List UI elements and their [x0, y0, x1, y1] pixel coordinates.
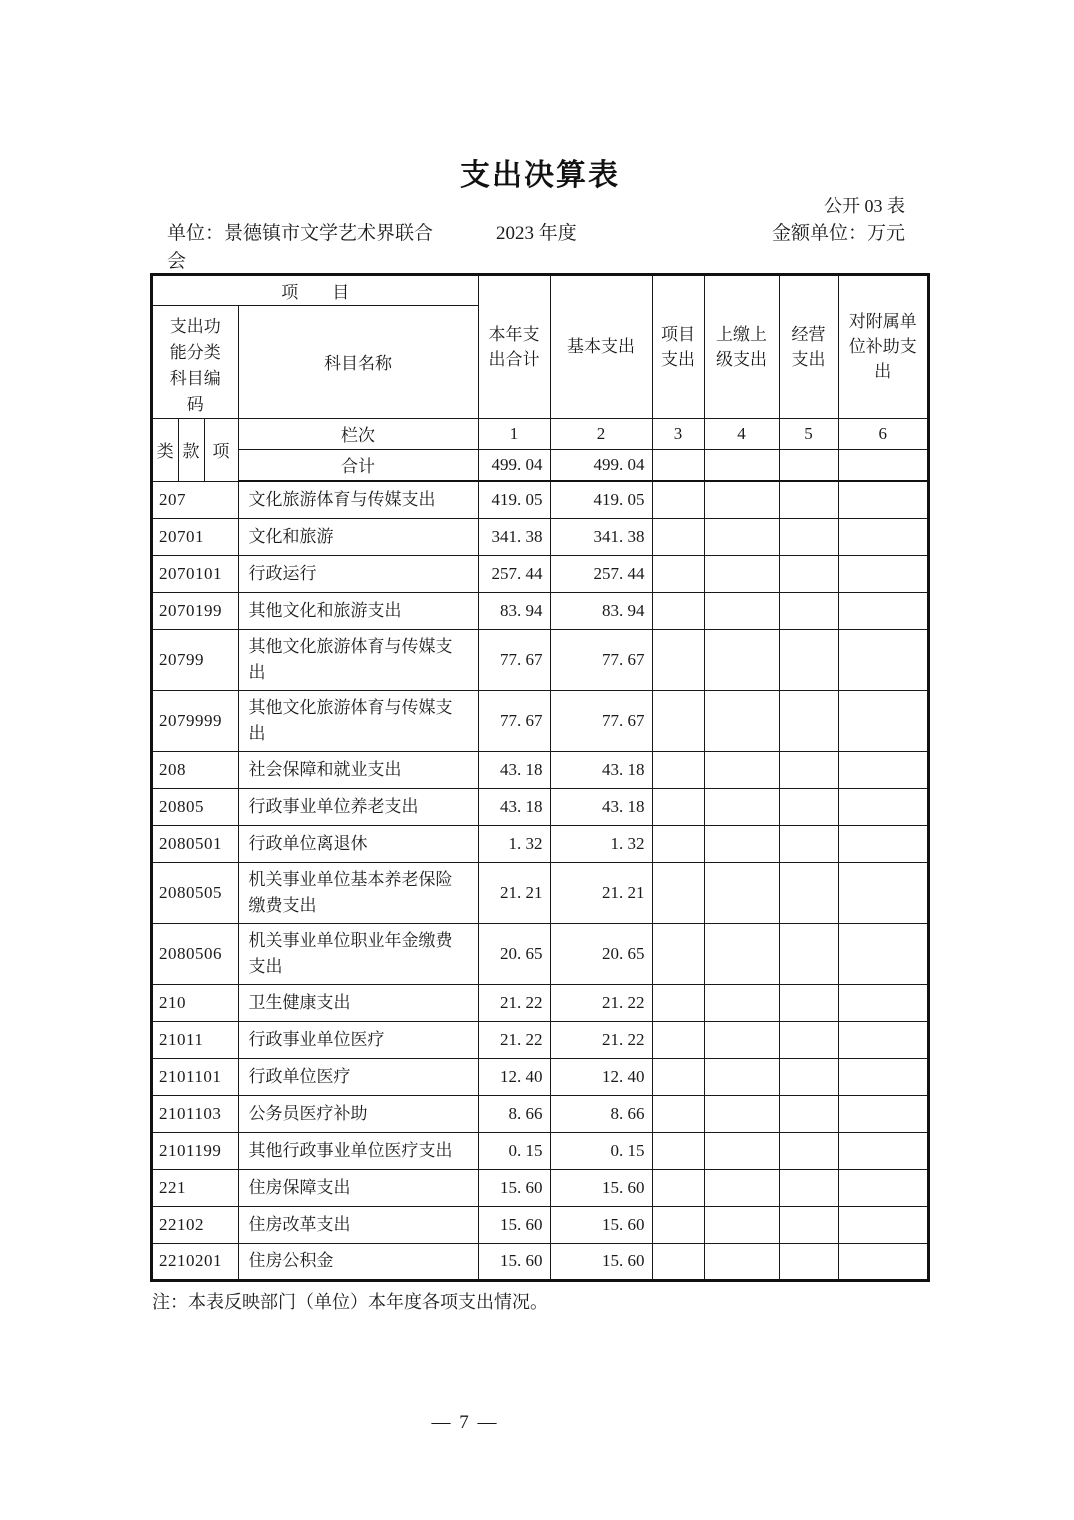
column-header-basic: 基本支出 — [550, 275, 652, 418]
amount-cell — [704, 1132, 779, 1169]
page-title: 支出决算表 — [460, 159, 620, 192]
amount-cell — [704, 592, 779, 629]
amount-cell — [704, 862, 779, 923]
amount-cell — [838, 1095, 928, 1132]
amount-cell: 21. 22 — [550, 984, 652, 1021]
amount-cell — [652, 984, 704, 1021]
table-row — [152, 690, 928, 751]
function-code-cell: 22102 — [152, 1206, 238, 1243]
subject-name-cell: 行政单位医疗 — [238, 1058, 478, 1095]
amount-cell — [838, 555, 928, 592]
amount-cell — [704, 1169, 779, 1206]
amount-cell — [838, 825, 928, 862]
amount-cell: 8. 66 — [550, 1095, 652, 1132]
amount-cell — [704, 825, 779, 862]
table-row — [152, 1132, 928, 1169]
subject-name-cell: 其他文化和旅游支出 — [238, 592, 478, 629]
table-row — [152, 862, 928, 923]
amount-cell — [704, 923, 779, 984]
subject-name-cell: 社会保障和就业支出 — [238, 751, 478, 788]
amount-cell — [652, 1243, 704, 1280]
total-row — [152, 449, 928, 481]
amount-cell — [779, 862, 838, 923]
column-header-project-exp: 项目支出 — [652, 275, 704, 418]
amount-cell — [779, 629, 838, 690]
subject-name-cell: 行政事业单位医疗 — [238, 1021, 478, 1058]
amount-cell — [704, 690, 779, 751]
amount-cell — [779, 825, 838, 862]
subject-name-cell: 机关事业单位基本养老保险缴费支出 — [238, 862, 478, 923]
amount-cell — [838, 1058, 928, 1095]
column-index-row — [152, 418, 928, 449]
amount-cell — [704, 518, 779, 555]
table-row — [152, 1169, 928, 1206]
form-code: 公开 03 表 — [824, 196, 905, 216]
total-amount-cell — [652, 449, 704, 481]
amount-cell: 77. 67 — [478, 690, 550, 751]
subject-name-cell: 行政单位离退休 — [238, 825, 478, 862]
amount-cell — [704, 788, 779, 825]
table-row — [152, 1206, 928, 1243]
function-code-cell: 2080505 — [152, 862, 238, 923]
amount-cell — [704, 751, 779, 788]
amount-cell: 257. 44 — [478, 555, 550, 592]
amount-cell — [652, 923, 704, 984]
amount-cell — [779, 555, 838, 592]
amount-cell — [779, 690, 838, 751]
amount-cell: 15. 60 — [478, 1169, 550, 1206]
function-code-cell: 208 — [152, 751, 238, 788]
amount-cell: 43. 18 — [550, 751, 652, 788]
table-row — [152, 1243, 928, 1280]
amount-cell — [704, 984, 779, 1021]
function-code-cell: 2101199 — [152, 1132, 238, 1169]
amount-cell — [838, 1206, 928, 1243]
amount-cell — [652, 690, 704, 751]
table-row — [152, 751, 928, 788]
function-code-cell: 2210201 — [152, 1243, 238, 1280]
amount-cell: 15. 60 — [550, 1206, 652, 1243]
column-header-operating: 经营支出 — [779, 275, 838, 418]
amount-cell — [838, 751, 928, 788]
subject-name-cell: 行政事业单位养老支出 — [238, 788, 478, 825]
amount-cell — [779, 518, 838, 555]
amount-cell — [779, 1095, 838, 1132]
total-amount-cell: 499. 04 — [478, 449, 550, 481]
amount-cell — [652, 555, 704, 592]
expenditure-table — [151, 274, 929, 1281]
amount-cell — [704, 481, 779, 518]
total-amount-cell — [779, 449, 838, 481]
amount-cell: 419. 05 — [478, 481, 550, 518]
function-code-cell: 2101103 — [152, 1095, 238, 1132]
total-amount-cell — [838, 449, 928, 481]
total-amount-cell: 499. 04 — [550, 449, 652, 481]
amount-cell — [652, 1095, 704, 1132]
subject-name-cell: 文化和旅游 — [238, 518, 478, 555]
meta-row — [0, 220, 1074, 276]
subject-name-cell: 机关事业单位职业年金缴费支出 — [238, 923, 478, 984]
amount-cell — [838, 1243, 928, 1280]
amount-cell — [838, 788, 928, 825]
amount-cell — [704, 1206, 779, 1243]
function-code-cell: 2070101 — [152, 555, 238, 592]
table-row — [152, 629, 928, 690]
amount-cell: 8. 66 — [478, 1095, 550, 1132]
total-amount-cell — [704, 449, 779, 481]
amount-cell — [779, 481, 838, 518]
amount-cell — [838, 518, 928, 555]
amount-cell — [838, 481, 928, 518]
amount-cell — [652, 788, 704, 825]
table-row — [152, 1095, 928, 1132]
amount-cell — [779, 1243, 838, 1280]
amount-cell: 43. 18 — [550, 788, 652, 825]
amount-cell — [838, 1169, 928, 1206]
amount-cell: 77. 67 — [550, 690, 652, 751]
header-row-project — [152, 275, 928, 305]
function-code-cell: 20701 — [152, 518, 238, 555]
amount-cell: 20. 65 — [478, 923, 550, 984]
amount-cell: 0. 15 — [478, 1132, 550, 1169]
amount-cell — [779, 751, 838, 788]
amount-cell: 257. 44 — [550, 555, 652, 592]
code-sub-kuan: 款 — [178, 418, 204, 481]
amount-cell: 419. 05 — [550, 481, 652, 518]
amount-cell — [652, 481, 704, 518]
function-code-cell: 2101101 — [152, 1058, 238, 1095]
table-row — [152, 518, 928, 555]
amount-cell: 341. 38 — [478, 518, 550, 555]
total-label-cell: 合计 — [238, 449, 478, 481]
amount-cell — [652, 825, 704, 862]
note-text: 注：本表反映部门（单位）本年度各项支出情况。 — [152, 1292, 548, 1312]
amount-cell — [652, 629, 704, 690]
table-row — [152, 592, 928, 629]
amount-cell — [779, 923, 838, 984]
amount-cell: 21. 22 — [478, 1021, 550, 1058]
amount-cell — [838, 923, 928, 984]
amount-cell: 1. 32 — [550, 825, 652, 862]
amount-cell — [704, 1243, 779, 1280]
subject-name-cell: 公务员医疗补助 — [238, 1095, 478, 1132]
subject-name-cell: 住房公积金 — [238, 1243, 478, 1280]
amount-cell: 12. 40 — [478, 1058, 550, 1095]
amount-cell: 0. 15 — [550, 1132, 652, 1169]
amount-cell — [704, 1058, 779, 1095]
lanci-number-cell: 1 — [478, 418, 550, 449]
amount-cell: 15. 60 — [478, 1206, 550, 1243]
function-code-cell: 2080506 — [152, 923, 238, 984]
amount-cell — [838, 1132, 928, 1169]
amount-cell — [652, 862, 704, 923]
amount-cell — [652, 1021, 704, 1058]
amount-cell — [704, 555, 779, 592]
code-sub-lei: 类 — [152, 418, 178, 481]
amount-cell — [704, 1095, 779, 1132]
amount-cell — [704, 1021, 779, 1058]
lanci-number-cell: 6 — [838, 418, 928, 449]
amount-cell — [704, 629, 779, 690]
column-header-total: 本年支出合计 — [478, 275, 550, 418]
fiscal-year: 2023 年度 — [496, 223, 577, 244]
amount-cell: 1. 32 — [478, 825, 550, 862]
function-code-cell: 20799 — [152, 629, 238, 690]
amount-cell: 77. 67 — [550, 629, 652, 690]
table-row — [152, 1058, 928, 1095]
table-row — [152, 788, 928, 825]
subject-name-cell: 其他行政事业单位医疗支出 — [238, 1132, 478, 1169]
table-body — [152, 481, 928, 1280]
function-code-cell: 2080501 — [152, 825, 238, 862]
amount-cell: 12. 40 — [550, 1058, 652, 1095]
lanci-number-cell: 5 — [779, 418, 838, 449]
amount-cell — [652, 518, 704, 555]
amount-cell: 341. 38 — [550, 518, 652, 555]
subject-name-cell: 其他文化旅游体育与传媒支出 — [238, 629, 478, 690]
amount-cell: 21. 22 — [550, 1021, 652, 1058]
lanci-number-cell: 4 — [704, 418, 779, 449]
amount-cell: 21. 22 — [478, 984, 550, 1021]
amount-cell: 15. 60 — [550, 1243, 652, 1280]
amount-cell — [779, 788, 838, 825]
amount-cell — [838, 629, 928, 690]
column-header-upturn: 上缴上级支出 — [704, 275, 779, 418]
table-row — [152, 825, 928, 862]
function-code-cell: 21011 — [152, 1021, 238, 1058]
lanci-number-cell: 2 — [550, 418, 652, 449]
function-code-cell: 20805 — [152, 788, 238, 825]
page-number: — 7 — — [431, 1412, 499, 1433]
subject-name-cell: 行政运行 — [238, 555, 478, 592]
lanci-number-cell: 3 — [652, 418, 704, 449]
amount-cell — [779, 1021, 838, 1058]
table-row — [152, 923, 928, 984]
amount-cell: 83. 94 — [550, 592, 652, 629]
function-code-cell: 2079999 — [152, 690, 238, 751]
amount-cell — [838, 690, 928, 751]
project-header-cell: 项 目 — [152, 275, 478, 305]
amount-cell: 15. 60 — [478, 1243, 550, 1280]
amount-cell — [652, 751, 704, 788]
subject-name-cell: 住房保障支出 — [238, 1169, 478, 1206]
function-code-header-cell: 支出功能分类科目编码 — [152, 305, 238, 418]
function-code-cell: 210 — [152, 984, 238, 1021]
amount-cell: 21. 21 — [550, 862, 652, 923]
table-row — [152, 984, 928, 1021]
amount-cell — [838, 862, 928, 923]
function-code-cell: 207 — [152, 481, 238, 518]
amount-cell: 20. 65 — [550, 923, 652, 984]
amount-cell — [838, 1021, 928, 1058]
amount-cell: 21. 21 — [478, 862, 550, 923]
subject-name-cell: 文化旅游体育与传媒支出 — [238, 481, 478, 518]
amount-cell — [779, 984, 838, 1021]
amount-cell — [779, 592, 838, 629]
amount-cell — [838, 592, 928, 629]
amount-unit: 金额单位：万元 — [771, 223, 905, 244]
code-sub-xiang: 项 — [204, 418, 238, 481]
function-code-cell: 2070199 — [152, 592, 238, 629]
table-row — [152, 1021, 928, 1058]
subject-name-cell: 住房改革支出 — [238, 1206, 478, 1243]
column-header-subsidy: 对附属单位补助支出 — [838, 275, 928, 418]
amount-cell — [838, 984, 928, 1021]
amount-cell — [652, 1132, 704, 1169]
lanci-label-cell: 栏次 — [238, 418, 478, 449]
amount-cell — [779, 1206, 838, 1243]
table-row — [152, 481, 928, 518]
unit-label: 单位：景德镇市文学艺术界联合会 — [167, 223, 434, 272]
subject-name-cell: 卫生健康支出 — [238, 984, 478, 1021]
subject-name-cell: 其他文化旅游体育与传媒支出 — [238, 690, 478, 751]
subject-name-header-cell: 科目名称 — [238, 305, 478, 418]
amount-cell — [652, 1169, 704, 1206]
amount-cell: 43. 18 — [478, 751, 550, 788]
amount-cell: 43. 18 — [478, 788, 550, 825]
amount-cell — [779, 1169, 838, 1206]
amount-cell: 77. 67 — [478, 629, 550, 690]
amount-cell: 15. 60 — [550, 1169, 652, 1206]
amount-cell — [779, 1132, 838, 1169]
function-code-cell: 221 — [152, 1169, 238, 1206]
amount-cell: 83. 94 — [478, 592, 550, 629]
amount-cell — [652, 592, 704, 629]
amount-cell — [779, 1058, 838, 1095]
amount-cell — [652, 1058, 704, 1095]
amount-cell — [652, 1206, 704, 1243]
table-row — [152, 555, 928, 592]
